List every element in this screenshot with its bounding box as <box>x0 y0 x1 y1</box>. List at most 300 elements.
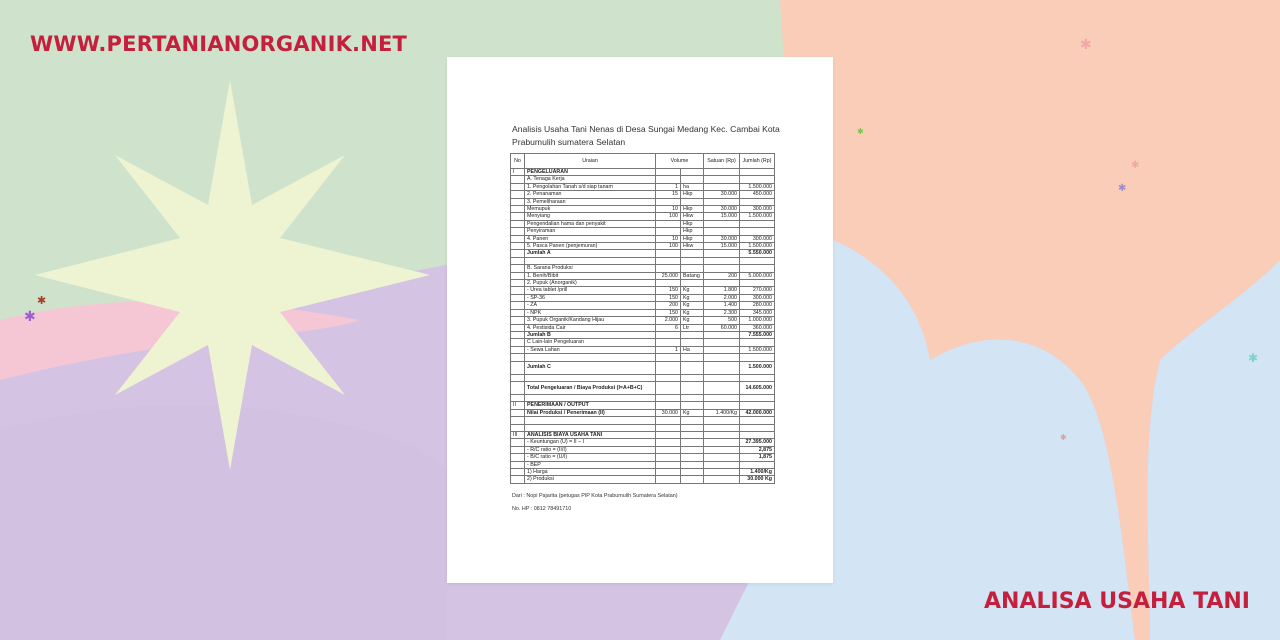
table-row <box>511 476 775 483</box>
cell-uraian: Penyiraman <box>525 228 656 235</box>
cell-uraian <box>525 424 656 431</box>
cell-no <box>511 206 525 213</box>
cell-unit: ha <box>681 183 704 190</box>
cell-volume <box>656 354 681 361</box>
cell-jumlah: 7.555.000 <box>740 331 775 338</box>
cell-volume <box>656 250 681 257</box>
cell-volume <box>656 169 681 176</box>
cell-satuan <box>704 169 740 176</box>
table-row <box>511 183 775 190</box>
cell-no <box>511 294 525 301</box>
cell-satuan: 200 <box>704 272 740 279</box>
cell-volume <box>656 339 681 346</box>
cell-volume <box>656 257 681 264</box>
cell-uraian: - ZA <box>525 302 656 309</box>
cell-uraian: - NPK <box>525 309 656 316</box>
cell-unit <box>681 394 704 401</box>
cell-jumlah <box>740 228 775 235</box>
cell-satuan: 30.000 <box>704 191 740 198</box>
cell-satuan <box>704 361 740 374</box>
sparkle-icon: ✱ <box>1118 183 1127 194</box>
cell-no <box>511 424 525 431</box>
cell-uraian: Memupuk <box>525 206 656 213</box>
cell-unit: Kg <box>681 302 704 309</box>
cell-unit <box>681 381 704 394</box>
table-row <box>511 461 775 468</box>
cell-no <box>511 265 525 272</box>
cell-satuan <box>704 265 740 272</box>
phone-note: No. HP : 0812 78491710 <box>512 506 572 512</box>
cell-satuan <box>704 257 740 264</box>
cell-volume: 10 <box>656 235 681 242</box>
cell-unit <box>681 446 704 453</box>
cell-uraian: C Lain-lain Pengeluaran <box>525 339 656 346</box>
cell-volume <box>656 228 681 235</box>
cell-uraian: PENERIMAAN / OUTPUT <box>525 402 656 409</box>
cell-no <box>511 287 525 294</box>
cell-volume: 15 <box>656 191 681 198</box>
cell-jumlah: 1.000.000 <box>740 317 775 324</box>
cell-satuan <box>704 346 740 353</box>
header-no: No <box>511 154 525 169</box>
cell-uraian: - B/C ratio = (U/I) <box>525 454 656 461</box>
cell-no <box>511 476 525 483</box>
cell-no <box>511 381 525 394</box>
source-note: Dari : Nopi Pajarita (petugas PIP Kota Prabumulih Sumatera Selatan) <box>512 493 678 499</box>
cell-satuan <box>704 339 740 346</box>
cell-unit: Ltr <box>681 324 704 331</box>
cell-volume: 30.000 <box>656 409 681 416</box>
table-row <box>511 235 775 242</box>
cell-jumlah: 300.000 <box>740 235 775 242</box>
cell-jumlah: 2,875 <box>740 446 775 453</box>
cell-volume <box>656 446 681 453</box>
cell-satuan <box>704 331 740 338</box>
cell-unit <box>681 374 704 381</box>
table-row <box>511 346 775 353</box>
cell-uraian: ANALISIS BIAYA USAHA TANI <box>525 431 656 438</box>
cell-uraian: 5. Pasca Panen (penjemuran) <box>525 243 656 250</box>
header-uraian: Uraian <box>525 154 656 169</box>
cell-uraian: 2) Produksi <box>525 476 656 483</box>
cell-unit <box>681 461 704 468</box>
cell-unit: Kg <box>681 409 704 416</box>
sparkle-icon: ✱ <box>1131 160 1140 171</box>
table-row <box>511 317 775 324</box>
cell-jumlah: 450.000 <box>740 191 775 198</box>
cell-no <box>511 191 525 198</box>
cell-satuan <box>704 183 740 190</box>
table-row <box>511 191 775 198</box>
cell-no <box>511 213 525 220</box>
cell-uraian: Nilai Produksi / Penerimaan (II) <box>525 409 656 416</box>
cell-satuan: 15.000 <box>704 213 740 220</box>
cell-no <box>511 339 525 346</box>
cell-volume <box>656 331 681 338</box>
cell-no <box>511 346 525 353</box>
cell-unit <box>681 250 704 257</box>
cell-unit <box>681 331 704 338</box>
cell-volume <box>656 439 681 446</box>
cell-uraian <box>525 417 656 424</box>
cell-no <box>511 446 525 453</box>
cell-uraian: B. Sarana Produksi <box>525 265 656 272</box>
cell-unit <box>681 354 704 361</box>
cell-volume: 2.000 <box>656 317 681 324</box>
cell-no <box>511 243 525 250</box>
cell-unit <box>681 431 704 438</box>
cell-uraian: - SP-36 <box>525 294 656 301</box>
cell-satuan <box>704 220 740 227</box>
cell-no <box>511 439 525 446</box>
table-row <box>511 431 775 438</box>
cell-unit: Kg <box>681 309 704 316</box>
cell-volume: 200 <box>656 302 681 309</box>
cell-uraian: - Urea tablet /prill <box>525 287 656 294</box>
cell-jumlah: 1,875 <box>740 454 775 461</box>
cell-uraian <box>525 394 656 401</box>
cell-jumlah <box>740 424 775 431</box>
cell-volume: 1 <box>656 183 681 190</box>
cell-uraian: Total Pengeluaran / Biaya Produksi (I=A+B+C) <box>525 381 656 394</box>
cell-satuan: 30.000 <box>704 206 740 213</box>
cell-no <box>511 417 525 424</box>
cell-uraian: - Keuntungan (U) = II – I <box>525 439 656 446</box>
table-row <box>511 331 775 338</box>
cell-no <box>511 183 525 190</box>
cell-unit <box>681 476 704 483</box>
cell-no <box>511 198 525 205</box>
cell-uraian <box>525 374 656 381</box>
cell-satuan <box>704 280 740 287</box>
cell-unit <box>681 468 704 475</box>
cell-volume <box>656 417 681 424</box>
cell-uraian: Jumlah A <box>525 250 656 257</box>
table-row <box>511 228 775 235</box>
cell-no: I <box>511 169 525 176</box>
cell-no <box>511 394 525 401</box>
cell-satuan <box>704 424 740 431</box>
cell-jumlah: 42.000.000 <box>740 409 775 416</box>
cell-jumlah: 300.000 <box>740 206 775 213</box>
table-row <box>511 257 775 264</box>
cell-unit: Kg <box>681 287 704 294</box>
cell-no <box>511 272 525 279</box>
cell-uraian: Jumlah C <box>525 361 656 374</box>
cell-no: III <box>511 431 525 438</box>
sparkle-icon: ✱ <box>37 295 47 307</box>
cell-unit <box>681 439 704 446</box>
cell-no <box>511 257 525 264</box>
cell-uraian <box>525 354 656 361</box>
cell-satuan: 60.000 <box>704 324 740 331</box>
cell-no <box>511 454 525 461</box>
cell-satuan <box>704 417 740 424</box>
cell-no <box>511 176 525 183</box>
cell-jumlah: 1.500.000 <box>740 213 775 220</box>
cell-no <box>511 235 525 242</box>
cell-satuan <box>704 354 740 361</box>
header-jumlah: Jumlah (Rp) <box>740 154 775 169</box>
cell-jumlah <box>740 354 775 361</box>
cell-volume <box>656 361 681 374</box>
cell-uraian: A. Tenaga Kerja <box>525 176 656 183</box>
cell-volume <box>656 468 681 475</box>
cell-satuan: 2.000 <box>704 294 740 301</box>
cell-no: II <box>511 402 525 409</box>
cell-jumlah <box>740 265 775 272</box>
cell-volume: 100 <box>656 213 681 220</box>
cell-satuan <box>704 381 740 394</box>
cell-jumlah <box>740 169 775 176</box>
cell-unit <box>681 424 704 431</box>
cell-uraian: PENGELUARAN <box>525 169 656 176</box>
table-row <box>511 220 775 227</box>
table-row <box>511 339 775 346</box>
table-header-row <box>511 154 775 169</box>
table-row <box>511 446 775 453</box>
cell-volume <box>656 476 681 483</box>
cell-jumlah: 14.605.000 <box>740 381 775 394</box>
cell-no <box>511 250 525 257</box>
cell-jumlah <box>740 220 775 227</box>
cell-no <box>511 361 525 374</box>
cell-uraian: Menyiang <box>525 213 656 220</box>
banner-title: ANALISA USAHA TANI <box>984 589 1250 614</box>
cell-uraian: 3. Pupuk Organik/Kandang Hijau <box>525 317 656 324</box>
cell-satuan: 15.000 <box>704 243 740 250</box>
cell-unit: Hkp <box>681 206 704 213</box>
cell-unit <box>681 198 704 205</box>
cell-unit: Hkw <box>681 243 704 250</box>
cell-volume: 150 <box>656 309 681 316</box>
table-row <box>511 354 775 361</box>
cell-volume <box>656 461 681 468</box>
cell-volume: 6 <box>656 324 681 331</box>
table-row <box>511 381 775 394</box>
cell-volume: 1 <box>656 346 681 353</box>
cell-volume: 100 <box>656 243 681 250</box>
cell-volume <box>656 394 681 401</box>
cell-no <box>511 309 525 316</box>
cell-no <box>511 280 525 287</box>
cell-unit: Hkp <box>681 220 704 227</box>
cell-satuan <box>704 446 740 453</box>
cell-unit <box>681 265 704 272</box>
cell-jumlah: 280.000 <box>740 302 775 309</box>
cell-satuan: 1.400 <box>704 302 740 309</box>
cell-jumlah: 1.400/Kg <box>740 468 775 475</box>
cell-unit <box>681 169 704 176</box>
cell-no <box>511 409 525 416</box>
header-volume: Volume <box>656 154 704 169</box>
table-row <box>511 169 775 176</box>
table-row <box>511 287 775 294</box>
table-row <box>511 424 775 431</box>
cell-volume: 150 <box>656 287 681 294</box>
table-row <box>511 394 775 401</box>
cell-volume: 10 <box>656 206 681 213</box>
cell-volume: 150 <box>656 294 681 301</box>
cell-uraian: 2. Pupuk (Anorganik) <box>525 280 656 287</box>
cell-no <box>511 228 525 235</box>
cell-satuan: 1.400/Kg <box>704 409 740 416</box>
cell-satuan <box>704 439 740 446</box>
cell-jumlah <box>740 394 775 401</box>
cell-satuan: 2.300 <box>704 309 740 316</box>
cell-satuan <box>704 228 740 235</box>
table-row <box>511 213 775 220</box>
cell-unit: Kg <box>681 317 704 324</box>
cell-uraian: Jumlah B <box>525 331 656 338</box>
cell-unit: Ha <box>681 346 704 353</box>
cell-satuan <box>704 198 740 205</box>
cell-satuan <box>704 461 740 468</box>
site-url[interactable]: WWW.PERTANIANORGANIK.NET <box>30 32 408 56</box>
cell-volume <box>656 374 681 381</box>
table-row <box>511 417 775 424</box>
cell-jumlah: 30.000 Kg <box>740 476 775 483</box>
cell-uraian: 1) Harga <box>525 468 656 475</box>
cell-jumlah: 1.500.000 <box>740 346 775 353</box>
table-row <box>511 324 775 331</box>
table-row <box>511 250 775 257</box>
cell-uraian: - Sewa Lahan <box>525 346 656 353</box>
cell-satuan <box>704 476 740 483</box>
table-row <box>511 468 775 475</box>
sparkle-icon: ✱ <box>1080 36 1092 52</box>
cell-jumlah <box>740 198 775 205</box>
cell-satuan <box>704 250 740 257</box>
cell-volume <box>656 265 681 272</box>
table-row <box>511 409 775 416</box>
cell-jumlah <box>740 280 775 287</box>
cell-jumlah: 1.500.000 <box>740 243 775 250</box>
cell-uraian: 1. Pengolahan Tanah s/d siap tanam <box>525 183 656 190</box>
cell-satuan <box>704 468 740 475</box>
cell-jumlah: 345.000 <box>740 309 775 316</box>
cell-no <box>511 374 525 381</box>
cell-jumlah <box>740 257 775 264</box>
cell-uraian: Pengendalian hama dan penyakit <box>525 220 656 227</box>
sparkle-icon: ✱ <box>857 127 864 136</box>
cell-jumlah <box>740 374 775 381</box>
document-title: Analisis Usaha Tani Nenas di Desa Sungai Medang Kec. Cambai Kota Prabumulih sumatera Selatan <box>512 124 780 147</box>
cell-satuan <box>704 431 740 438</box>
cell-no <box>511 331 525 338</box>
cell-satuan <box>704 402 740 409</box>
cell-unit <box>681 402 704 409</box>
cell-jumlah <box>740 417 775 424</box>
cell-no <box>511 220 525 227</box>
cell-volume <box>656 402 681 409</box>
cell-jumlah: 5.000.000 <box>740 272 775 279</box>
cell-satuan: 500 <box>704 317 740 324</box>
cell-uraian: 2. Penanaman <box>525 191 656 198</box>
cell-jumlah: 1.500.000 <box>740 361 775 374</box>
cell-uraian: 4. Panen <box>525 235 656 242</box>
table-row <box>511 302 775 309</box>
table-row <box>511 439 775 446</box>
cell-jumlah: 270.000 <box>740 287 775 294</box>
cell-unit <box>681 257 704 264</box>
cell-satuan <box>704 454 740 461</box>
cell-satuan: 1.800 <box>704 287 740 294</box>
table-row <box>511 198 775 205</box>
cell-uraian: - R/C ratio = (II/I) <box>525 446 656 453</box>
cell-unit: Kg <box>681 294 704 301</box>
cell-jumlah: 300.000 <box>740 294 775 301</box>
table-row <box>511 374 775 381</box>
cell-unit: Hkw <box>681 213 704 220</box>
cell-jumlah: 27.395.000 <box>740 439 775 446</box>
cell-jumlah: 1.500.000 <box>740 183 775 190</box>
table-row <box>511 294 775 301</box>
cell-jumlah <box>740 339 775 346</box>
table-row <box>511 454 775 461</box>
cell-unit: Hkp <box>681 228 704 235</box>
cell-jumlah <box>740 176 775 183</box>
cell-uraian <box>525 257 656 264</box>
table-row <box>511 206 775 213</box>
cell-satuan <box>704 394 740 401</box>
cell-jumlah <box>740 431 775 438</box>
table-row <box>511 176 775 183</box>
cell-unit <box>681 339 704 346</box>
cell-no <box>511 317 525 324</box>
cell-uraian: - BEP <box>525 461 656 468</box>
cell-uraian: 1. Benih/Bibit <box>525 272 656 279</box>
table-row <box>511 280 775 287</box>
cell-no <box>511 468 525 475</box>
cell-uraian: 4. Pestisida Cair <box>525 324 656 331</box>
cell-no <box>511 324 525 331</box>
header-satuan: Satuan (Rp) <box>704 154 740 169</box>
cell-satuan: 30.000 <box>704 235 740 242</box>
document-page <box>447 57 833 583</box>
cell-jumlah <box>740 461 775 468</box>
table-row <box>511 265 775 272</box>
cell-no <box>511 354 525 361</box>
sparkle-icon: ✱ <box>1248 351 1259 365</box>
sparkle-icon: ✱ <box>1060 433 1067 442</box>
cell-satuan <box>704 176 740 183</box>
cell-unit <box>681 417 704 424</box>
cell-volume <box>656 381 681 394</box>
cell-jumlah <box>740 402 775 409</box>
table-row <box>511 243 775 250</box>
cell-volume: 25.000 <box>656 272 681 279</box>
cell-volume <box>656 198 681 205</box>
cell-volume <box>656 176 681 183</box>
cell-volume <box>656 454 681 461</box>
cell-unit <box>681 361 704 374</box>
cell-volume <box>656 424 681 431</box>
cell-volume <box>656 220 681 227</box>
cell-unit <box>681 176 704 183</box>
table-body <box>511 169 775 484</box>
cell-unit <box>681 280 704 287</box>
table-row <box>511 402 775 409</box>
cell-uraian: 3. Pemeliharaan <box>525 198 656 205</box>
table-row <box>511 361 775 374</box>
cell-no <box>511 302 525 309</box>
cell-unit <box>681 454 704 461</box>
budget-table <box>510 153 775 484</box>
cell-unit: Hkp <box>681 191 704 198</box>
cell-no <box>511 461 525 468</box>
cell-unit: Hkp <box>681 235 704 242</box>
